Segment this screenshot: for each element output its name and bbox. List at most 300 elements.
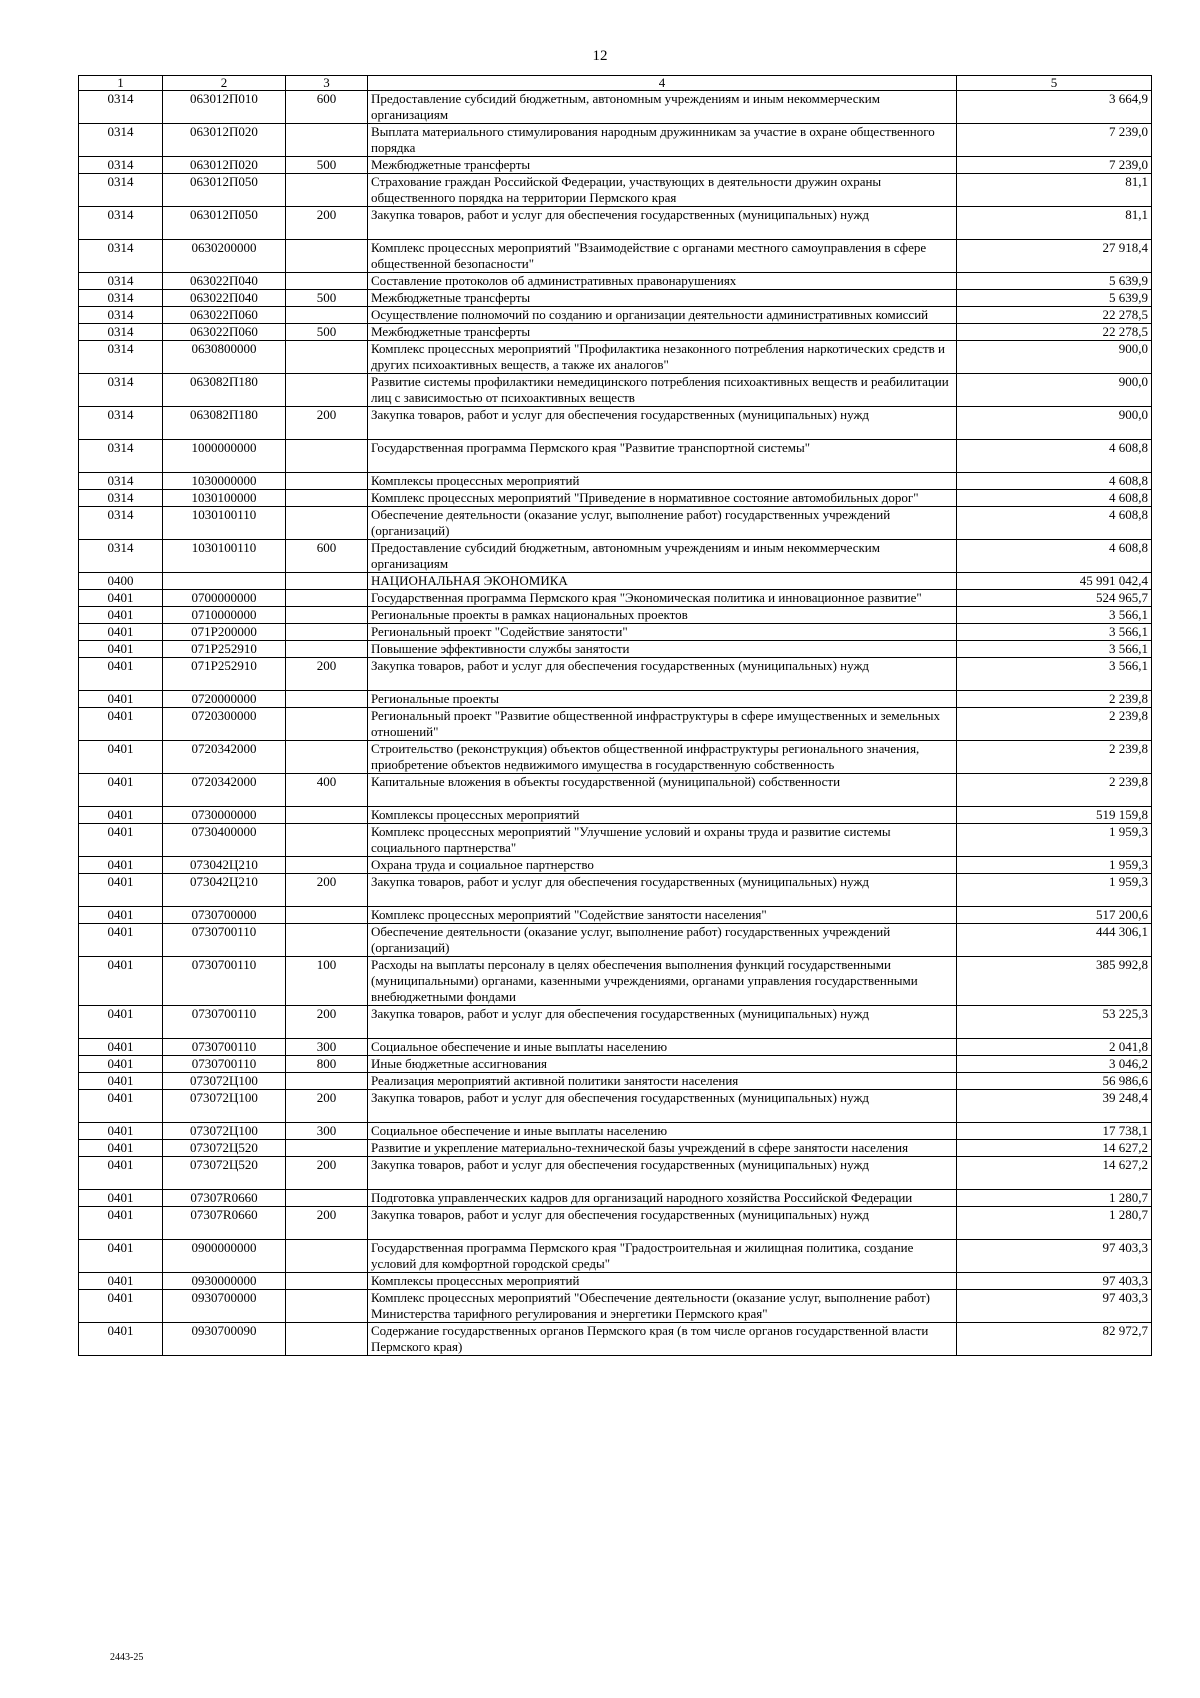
target-article-code-cell: 063022П060	[163, 324, 286, 341]
expense-type-code-cell: 200	[286, 1090, 368, 1123]
expense-type-code-cell	[286, 1073, 368, 1090]
item-name-cell: Комплексы процессных мероприятий	[368, 473, 957, 490]
item-name-cell: Региональный проект "Содействие занятости"	[368, 624, 957, 641]
amount-cell: 81,1	[957, 174, 1152, 207]
expense-type-code-cell: 200	[286, 658, 368, 691]
table-row	[79, 1273, 1152, 1290]
expense-type-code-cell: 800	[286, 1056, 368, 1073]
item-name-cell: НАЦИОНАЛЬНАЯ ЭКОНОМИКА	[368, 573, 957, 590]
amount-cell: 56 986,6	[957, 1073, 1152, 1090]
amount-cell: 17 738,1	[957, 1123, 1152, 1140]
item-name-cell: Государственная программа Пермского края "Развитие транспортной системы"	[368, 440, 957, 473]
table-row	[79, 957, 1152, 1006]
table-row	[79, 490, 1152, 507]
section-code-cell: 0314	[79, 240, 163, 273]
amount-cell: 3 566,1	[957, 658, 1152, 691]
expense-type-code-cell	[286, 907, 368, 924]
section-code-cell: 0401	[79, 1073, 163, 1090]
page-number: 12	[592, 48, 608, 64]
item-name-cell: Выплата материального стимулирования народным дружинникам за участие в охране общественного порядка	[368, 124, 957, 157]
table-row	[79, 807, 1152, 824]
section-code-cell: 0314	[79, 341, 163, 374]
section-code-cell: 0401	[79, 1006, 163, 1039]
table-row	[79, 857, 1152, 874]
target-article-code-cell: 073042Ц210	[163, 874, 286, 907]
amount-cell: 1 280,7	[957, 1190, 1152, 1207]
amount-cell: 385 992,8	[957, 957, 1152, 1006]
table-row	[79, 1056, 1152, 1073]
amount-cell: 519 159,8	[957, 807, 1152, 824]
item-name-cell: Социальное обеспечение и иные выплаты населению	[368, 1039, 957, 1056]
amount-cell: 39 248,4	[957, 1090, 1152, 1123]
amount-cell: 3 566,1	[957, 624, 1152, 641]
table-row	[79, 1157, 1152, 1190]
table-row	[79, 874, 1152, 907]
section-code-cell: 0314	[79, 507, 163, 540]
target-article-code-cell: 1030000000	[163, 473, 286, 490]
header-col-5: 5	[957, 76, 1152, 91]
item-name-cell: Комплексы процессных мероприятий	[368, 807, 957, 824]
target-article-code-cell: 0700000000	[163, 590, 286, 607]
table-row	[79, 540, 1152, 573]
target-article-code-cell: 073072Ц100	[163, 1123, 286, 1140]
item-name-cell: Предоставление субсидий бюджетным, автономным учреждениям и иным некоммерческим организациям	[368, 91, 957, 124]
target-article-code-cell: 0630200000	[163, 240, 286, 273]
amount-cell: 1 280,7	[957, 1207, 1152, 1240]
item-name-cell: Обеспечение деятельности (оказание услуг, выполнение работ) государственных учреждений (организаций)	[368, 507, 957, 540]
expense-type-code-cell	[286, 641, 368, 658]
amount-cell: 4 608,8	[957, 490, 1152, 507]
expense-type-code-cell	[286, 1140, 368, 1157]
table-row	[79, 341, 1152, 374]
target-article-code-cell: 063082П180	[163, 374, 286, 407]
table-row	[79, 207, 1152, 240]
item-name-cell: Развитие и укрепление материально-технической базы учреждений в сфере занятости населения	[368, 1140, 957, 1157]
section-code-cell: 0401	[79, 957, 163, 1006]
section-code-cell: 0314	[79, 290, 163, 307]
target-article-code-cell: 0930000000	[163, 1273, 286, 1290]
target-article-code-cell: 063012П010	[163, 91, 286, 124]
item-name-cell: Подготовка управленческих кадров для организаций народного хозяйства Российской Федерации	[368, 1190, 957, 1207]
item-name-cell: Комплекс процессных мероприятий "Взаимодействие с органами местного самоуправления в сфере общественной безопасности"	[368, 240, 957, 273]
table-row	[79, 774, 1152, 807]
amount-cell: 5 639,9	[957, 273, 1152, 290]
expense-type-code-cell: 500	[286, 157, 368, 174]
document-code: 2443-25	[110, 1652, 144, 1663]
item-name-cell: Закупка товаров, работ и услуг для обеспечения государственных (муниципальных) нужд	[368, 1090, 957, 1123]
target-article-code-cell: 073072Ц520	[163, 1140, 286, 1157]
item-name-cell: Развитие системы профилактики немедицинского потребления психоактивных веществ и реабилитации лиц с зависимостью от психоактивных веществ	[368, 374, 957, 407]
section-code-cell: 0314	[79, 440, 163, 473]
section-code-cell: 0401	[79, 1207, 163, 1240]
item-name-cell: Закупка товаров, работ и услуг для обеспечения государственных (муниципальных) нужд	[368, 407, 957, 440]
section-code-cell: 0314	[79, 473, 163, 490]
item-name-cell: Комплекс процессных мероприятий "Улучшение условий и охраны труда и развитие системы социального партнерства"	[368, 824, 957, 857]
target-article-code-cell: 0900000000	[163, 1240, 286, 1273]
section-code-cell: 0314	[79, 324, 163, 341]
table-row	[79, 658, 1152, 691]
item-name-cell: Межбюджетные трансферты	[368, 324, 957, 341]
header-col-4: 4	[368, 76, 957, 91]
table-row	[79, 1090, 1152, 1123]
expense-type-code-cell	[286, 624, 368, 641]
section-code-cell: 0314	[79, 374, 163, 407]
budget-table-container	[78, 75, 1151, 1356]
target-article-code-cell: 07307R0660	[163, 1207, 286, 1240]
table-row	[79, 607, 1152, 624]
target-article-code-cell: 1000000000	[163, 440, 286, 473]
budget-table	[78, 75, 1152, 1356]
section-code-cell: 0401	[79, 1240, 163, 1273]
target-article-code-cell: 063012П020	[163, 157, 286, 174]
target-article-code-cell: 0930700090	[163, 1323, 286, 1356]
target-article-code-cell: 063012П050	[163, 207, 286, 240]
target-article-code-cell: 073042Ц210	[163, 857, 286, 874]
amount-cell: 524 965,7	[957, 590, 1152, 607]
table-row	[79, 1190, 1152, 1207]
section-code-cell: 0401	[79, 807, 163, 824]
section-code-cell: 0401	[79, 1290, 163, 1323]
target-article-code-cell: 0730700110	[163, 924, 286, 957]
table-row	[79, 273, 1152, 290]
section-code-cell: 0401	[79, 924, 163, 957]
section-code-cell: 0401	[79, 708, 163, 741]
amount-cell: 3 566,1	[957, 607, 1152, 624]
amount-cell: 900,0	[957, 374, 1152, 407]
target-article-code-cell: 063012П050	[163, 174, 286, 207]
amount-cell: 14 627,2	[957, 1140, 1152, 1157]
amount-cell: 4 608,8	[957, 473, 1152, 490]
item-name-cell: Комплексы процессных мероприятий	[368, 1273, 957, 1290]
item-name-cell: Государственная программа Пермского края "Градостроительная и жилищная политика, создание условий для комфортной городской среды"	[368, 1240, 957, 1273]
item-name-cell: Комплекс процессных мероприятий "Содействие занятости населения"	[368, 907, 957, 924]
expense-type-code-cell	[286, 1323, 368, 1356]
amount-cell: 22 278,5	[957, 307, 1152, 324]
section-code-cell: 0314	[79, 124, 163, 157]
expense-type-code-cell	[286, 590, 368, 607]
expense-type-code-cell: 500	[286, 324, 368, 341]
table-row	[79, 240, 1152, 273]
expense-type-code-cell	[286, 1273, 368, 1290]
target-article-code-cell: 0730700110	[163, 957, 286, 1006]
table-row	[79, 1323, 1152, 1356]
expense-type-code-cell: 300	[286, 1123, 368, 1140]
section-code-cell: 0401	[79, 1056, 163, 1073]
expense-type-code-cell	[286, 374, 368, 407]
target-article-code-cell: 073072Ц100	[163, 1090, 286, 1123]
target-article-code-cell: 071Р200000	[163, 624, 286, 641]
expense-type-code-cell: 600	[286, 540, 368, 573]
amount-cell: 900,0	[957, 407, 1152, 440]
expense-type-code-cell: 300	[286, 1039, 368, 1056]
table-row	[79, 324, 1152, 341]
section-code-cell: 0401	[79, 1157, 163, 1190]
table-row	[79, 174, 1152, 207]
item-name-cell: Межбюджетные трансферты	[368, 290, 957, 307]
expense-type-code-cell	[286, 857, 368, 874]
table-row	[79, 1240, 1152, 1273]
item-name-cell: Охрана труда и социальное партнерство	[368, 857, 957, 874]
target-article-code-cell: 0930700000	[163, 1290, 286, 1323]
item-name-cell: Комплекс процессных мероприятий "Приведение в нормативное состояние автомобильных дорог"	[368, 490, 957, 507]
target-article-code-cell: 07307R0660	[163, 1190, 286, 1207]
expense-type-code-cell	[286, 741, 368, 774]
section-code-cell: 0400	[79, 573, 163, 590]
table-row	[79, 290, 1152, 307]
amount-cell: 4 608,8	[957, 507, 1152, 540]
section-code-cell: 0401	[79, 1123, 163, 1140]
expense-type-code-cell	[286, 824, 368, 857]
amount-cell: 3 046,2	[957, 1056, 1152, 1073]
header-col-3: 3	[286, 76, 368, 91]
table-row	[79, 91, 1152, 124]
amount-cell: 3 664,9	[957, 91, 1152, 124]
amount-cell: 4 608,8	[957, 440, 1152, 473]
item-name-cell: Социальное обеспечение и иные выплаты населению	[368, 1123, 957, 1140]
expense-type-code-cell	[286, 924, 368, 957]
target-article-code-cell: 0730400000	[163, 824, 286, 857]
section-code-cell: 0314	[79, 307, 163, 324]
expense-type-code-cell: 100	[286, 957, 368, 1006]
table-row	[79, 1207, 1152, 1240]
expense-type-code-cell	[286, 307, 368, 324]
amount-cell: 27 918,4	[957, 240, 1152, 273]
expense-type-code-cell	[286, 708, 368, 741]
item-name-cell: Закупка товаров, работ и услуг для обеспечения государственных (муниципальных) нужд	[368, 1207, 957, 1240]
target-article-code-cell	[163, 573, 286, 590]
target-article-code-cell: 0720000000	[163, 691, 286, 708]
item-name-cell: Капитальные вложения в объекты государственной (муниципальной) собственности	[368, 774, 957, 807]
expense-type-code-cell: 600	[286, 91, 368, 124]
section-code-cell: 0401	[79, 590, 163, 607]
item-name-cell: Страхование граждан Российской Федерации, участвующих в деятельности дружин охраны общественного порядка на территории Пермского края	[368, 174, 957, 207]
table-row	[79, 741, 1152, 774]
target-article-code-cell: 1030100110	[163, 507, 286, 540]
item-name-cell: Региональные проекты в рамках национальных проектов	[368, 607, 957, 624]
table-row	[79, 708, 1152, 741]
item-name-cell: Государственная программа Пермского края "Экономическая политика и инновационное развитие"	[368, 590, 957, 607]
item-name-cell: Составление протоколов об административных правонарушениях	[368, 273, 957, 290]
target-article-code-cell: 0720342000	[163, 741, 286, 774]
expense-type-code-cell	[286, 507, 368, 540]
target-article-code-cell: 063022П060	[163, 307, 286, 324]
expense-type-code-cell	[286, 473, 368, 490]
section-code-cell: 0401	[79, 824, 163, 857]
expense-type-code-cell: 200	[286, 1157, 368, 1190]
amount-cell: 7 239,0	[957, 124, 1152, 157]
target-article-code-cell: 0730700110	[163, 1056, 286, 1073]
target-article-code-cell: 1030100000	[163, 490, 286, 507]
item-name-cell: Региональные проекты	[368, 691, 957, 708]
amount-cell: 5 639,9	[957, 290, 1152, 307]
section-code-cell: 0401	[79, 607, 163, 624]
table-row	[79, 157, 1152, 174]
target-article-code-cell: 073072Ц100	[163, 1073, 286, 1090]
table-row	[79, 1290, 1152, 1323]
section-code-cell: 0401	[79, 741, 163, 774]
expense-type-code-cell	[286, 607, 368, 624]
expense-type-code-cell	[286, 1190, 368, 1207]
amount-cell: 82 972,7	[957, 1323, 1152, 1356]
amount-cell: 2 239,8	[957, 691, 1152, 708]
amount-cell: 7 239,0	[957, 157, 1152, 174]
amount-cell: 22 278,5	[957, 324, 1152, 341]
table-row	[79, 624, 1152, 641]
table-row	[79, 124, 1152, 157]
section-code-cell: 0401	[79, 1273, 163, 1290]
item-name-cell: Закупка товаров, работ и услуг для обеспечения государственных (муниципальных) нужд	[368, 874, 957, 907]
section-code-cell: 0401	[79, 1323, 163, 1356]
table-row	[79, 440, 1152, 473]
table-row	[79, 907, 1152, 924]
target-article-code-cell: 0720300000	[163, 708, 286, 741]
section-code-cell: 0314	[79, 157, 163, 174]
item-name-cell: Реализация мероприятий активной политики занятости населения	[368, 1073, 957, 1090]
section-code-cell: 0314	[79, 540, 163, 573]
expense-type-code-cell: 200	[286, 207, 368, 240]
table-row	[79, 1073, 1152, 1090]
header-row	[79, 76, 1152, 91]
header-col-2: 2	[163, 76, 286, 91]
item-name-cell: Осуществление полномочий по созданию и организации деятельности административных комиссий	[368, 307, 957, 324]
expense-type-code-cell	[286, 1290, 368, 1323]
amount-cell: 1 959,3	[957, 857, 1152, 874]
amount-cell: 900,0	[957, 341, 1152, 374]
table-row	[79, 573, 1152, 590]
amount-cell: 45 991 042,4	[957, 573, 1152, 590]
section-code-cell: 0401	[79, 691, 163, 708]
amount-cell: 2 239,8	[957, 741, 1152, 774]
table-row	[79, 641, 1152, 658]
target-article-code-cell: 0630800000	[163, 341, 286, 374]
item-name-cell: Межбюджетные трансферты	[368, 157, 957, 174]
section-code-cell: 0401	[79, 774, 163, 807]
item-name-cell: Иные бюджетные ассигнования	[368, 1056, 957, 1073]
item-name-cell: Региональный проект "Развитие общественной инфраструктуры в сфере имущественных и земельных отношений"	[368, 708, 957, 741]
item-name-cell: Комплекс процессных мероприятий "Профилактика незаконного потребления наркотических средств и других психоактивных веществ, а также их аналогов"	[368, 341, 957, 374]
target-article-code-cell: 0730700110	[163, 1006, 286, 1039]
section-code-cell: 0401	[79, 1140, 163, 1157]
target-article-code-cell: 063022П040	[163, 290, 286, 307]
amount-cell: 2 239,8	[957, 708, 1152, 741]
expense-type-code-cell: 200	[286, 1006, 368, 1039]
item-name-cell: Комплекс процессных мероприятий "Обеспечение деятельности (оказание услуг, выполнение работ) Министерства тарифного регулирования и энергетики Пермского края"	[368, 1290, 957, 1323]
table-body	[79, 91, 1152, 1356]
table-row	[79, 407, 1152, 440]
amount-cell: 1 959,3	[957, 874, 1152, 907]
section-code-cell: 0401	[79, 658, 163, 691]
section-code-cell: 0314	[79, 174, 163, 207]
expense-type-code-cell: 500	[286, 290, 368, 307]
item-name-cell: Содержание государственных органов Пермского края (в том числе органов государственной власти Пермского края)	[368, 1323, 957, 1356]
item-name-cell: Закупка товаров, работ и услуг для обеспечения государственных (муниципальных) нужд	[368, 207, 957, 240]
table-row	[79, 374, 1152, 407]
section-code-cell: 0314	[79, 407, 163, 440]
section-code-cell: 0401	[79, 1039, 163, 1056]
target-article-code-cell: 0710000000	[163, 607, 286, 624]
expense-type-code-cell	[286, 174, 368, 207]
expense-type-code-cell	[286, 1240, 368, 1273]
amount-cell: 3 566,1	[957, 641, 1152, 658]
table-row	[79, 1039, 1152, 1056]
table-row	[79, 507, 1152, 540]
table-row	[79, 1140, 1152, 1157]
section-code-cell: 0401	[79, 1090, 163, 1123]
amount-cell: 1 959,3	[957, 824, 1152, 857]
target-article-code-cell: 0720342000	[163, 774, 286, 807]
section-code-cell: 0401	[79, 907, 163, 924]
target-article-code-cell: 073072Ц520	[163, 1157, 286, 1190]
section-code-cell: 0314	[79, 91, 163, 124]
amount-cell: 81,1	[957, 207, 1152, 240]
amount-cell: 2 041,8	[957, 1039, 1152, 1056]
section-code-cell: 0314	[79, 490, 163, 507]
amount-cell: 444 306,1	[957, 924, 1152, 957]
target-article-code-cell: 071Р252910	[163, 658, 286, 691]
target-article-code-cell: 0730700110	[163, 1039, 286, 1056]
amount-cell: 53 225,3	[957, 1006, 1152, 1039]
section-code-cell: 0401	[79, 857, 163, 874]
section-code-cell: 0401	[79, 874, 163, 907]
section-code-cell: 0401	[79, 624, 163, 641]
expense-type-code-cell	[286, 807, 368, 824]
target-article-code-cell: 063022П040	[163, 273, 286, 290]
expense-type-code-cell: 200	[286, 407, 368, 440]
table-row	[79, 691, 1152, 708]
table-row	[79, 924, 1152, 957]
table-row	[79, 473, 1152, 490]
expense-type-code-cell: 400	[286, 774, 368, 807]
expense-type-code-cell	[286, 440, 368, 473]
target-article-code-cell: 063012П020	[163, 124, 286, 157]
target-article-code-cell: 063082П180	[163, 407, 286, 440]
expense-type-code-cell: 200	[286, 874, 368, 907]
expense-type-code-cell	[286, 240, 368, 273]
section-code-cell: 0314	[79, 273, 163, 290]
table-row	[79, 307, 1152, 324]
target-article-code-cell: 1030100110	[163, 540, 286, 573]
item-name-cell: Закупка товаров, работ и услуг для обеспечения государственных (муниципальных) нужд	[368, 1006, 957, 1039]
item-name-cell: Повышение эффективности службы занятости	[368, 641, 957, 658]
amount-cell: 2 239,8	[957, 774, 1152, 807]
section-code-cell: 0401	[79, 1190, 163, 1207]
table-row	[79, 1123, 1152, 1140]
expense-type-code-cell	[286, 273, 368, 290]
amount-cell: 517 200,6	[957, 907, 1152, 924]
expense-type-code-cell	[286, 691, 368, 708]
amount-cell: 14 627,2	[957, 1157, 1152, 1190]
item-name-cell: Закупка товаров, работ и услуг для обеспечения государственных (муниципальных) нужд	[368, 1157, 957, 1190]
section-code-cell: 0314	[79, 207, 163, 240]
expense-type-code-cell	[286, 124, 368, 157]
amount-cell: 4 608,8	[957, 540, 1152, 573]
expense-type-code-cell: 200	[286, 1207, 368, 1240]
item-name-cell: Обеспечение деятельности (оказание услуг, выполнение работ) государственных учреждений (организаций)	[368, 924, 957, 957]
header-col-1: 1	[79, 76, 163, 91]
target-article-code-cell: 0730000000	[163, 807, 286, 824]
table-row	[79, 824, 1152, 857]
section-code-cell: 0401	[79, 641, 163, 658]
expense-type-code-cell	[286, 490, 368, 507]
amount-cell: 97 403,3	[957, 1273, 1152, 1290]
target-article-code-cell: 0730700000	[163, 907, 286, 924]
amount-cell: 97 403,3	[957, 1290, 1152, 1323]
target-article-code-cell: 071Р252910	[163, 641, 286, 658]
item-name-cell: Расходы на выплаты персоналу в целях обеспечения выполнения функций государственными (муниципальными) органами, казенными учреждениями, органами управления государственными внебюджетными фондами	[368, 957, 957, 1006]
table-row	[79, 1006, 1152, 1039]
item-name-cell: Закупка товаров, работ и услуг для обеспечения государственных (муниципальных) нужд	[368, 658, 957, 691]
table-header	[79, 76, 1152, 91]
